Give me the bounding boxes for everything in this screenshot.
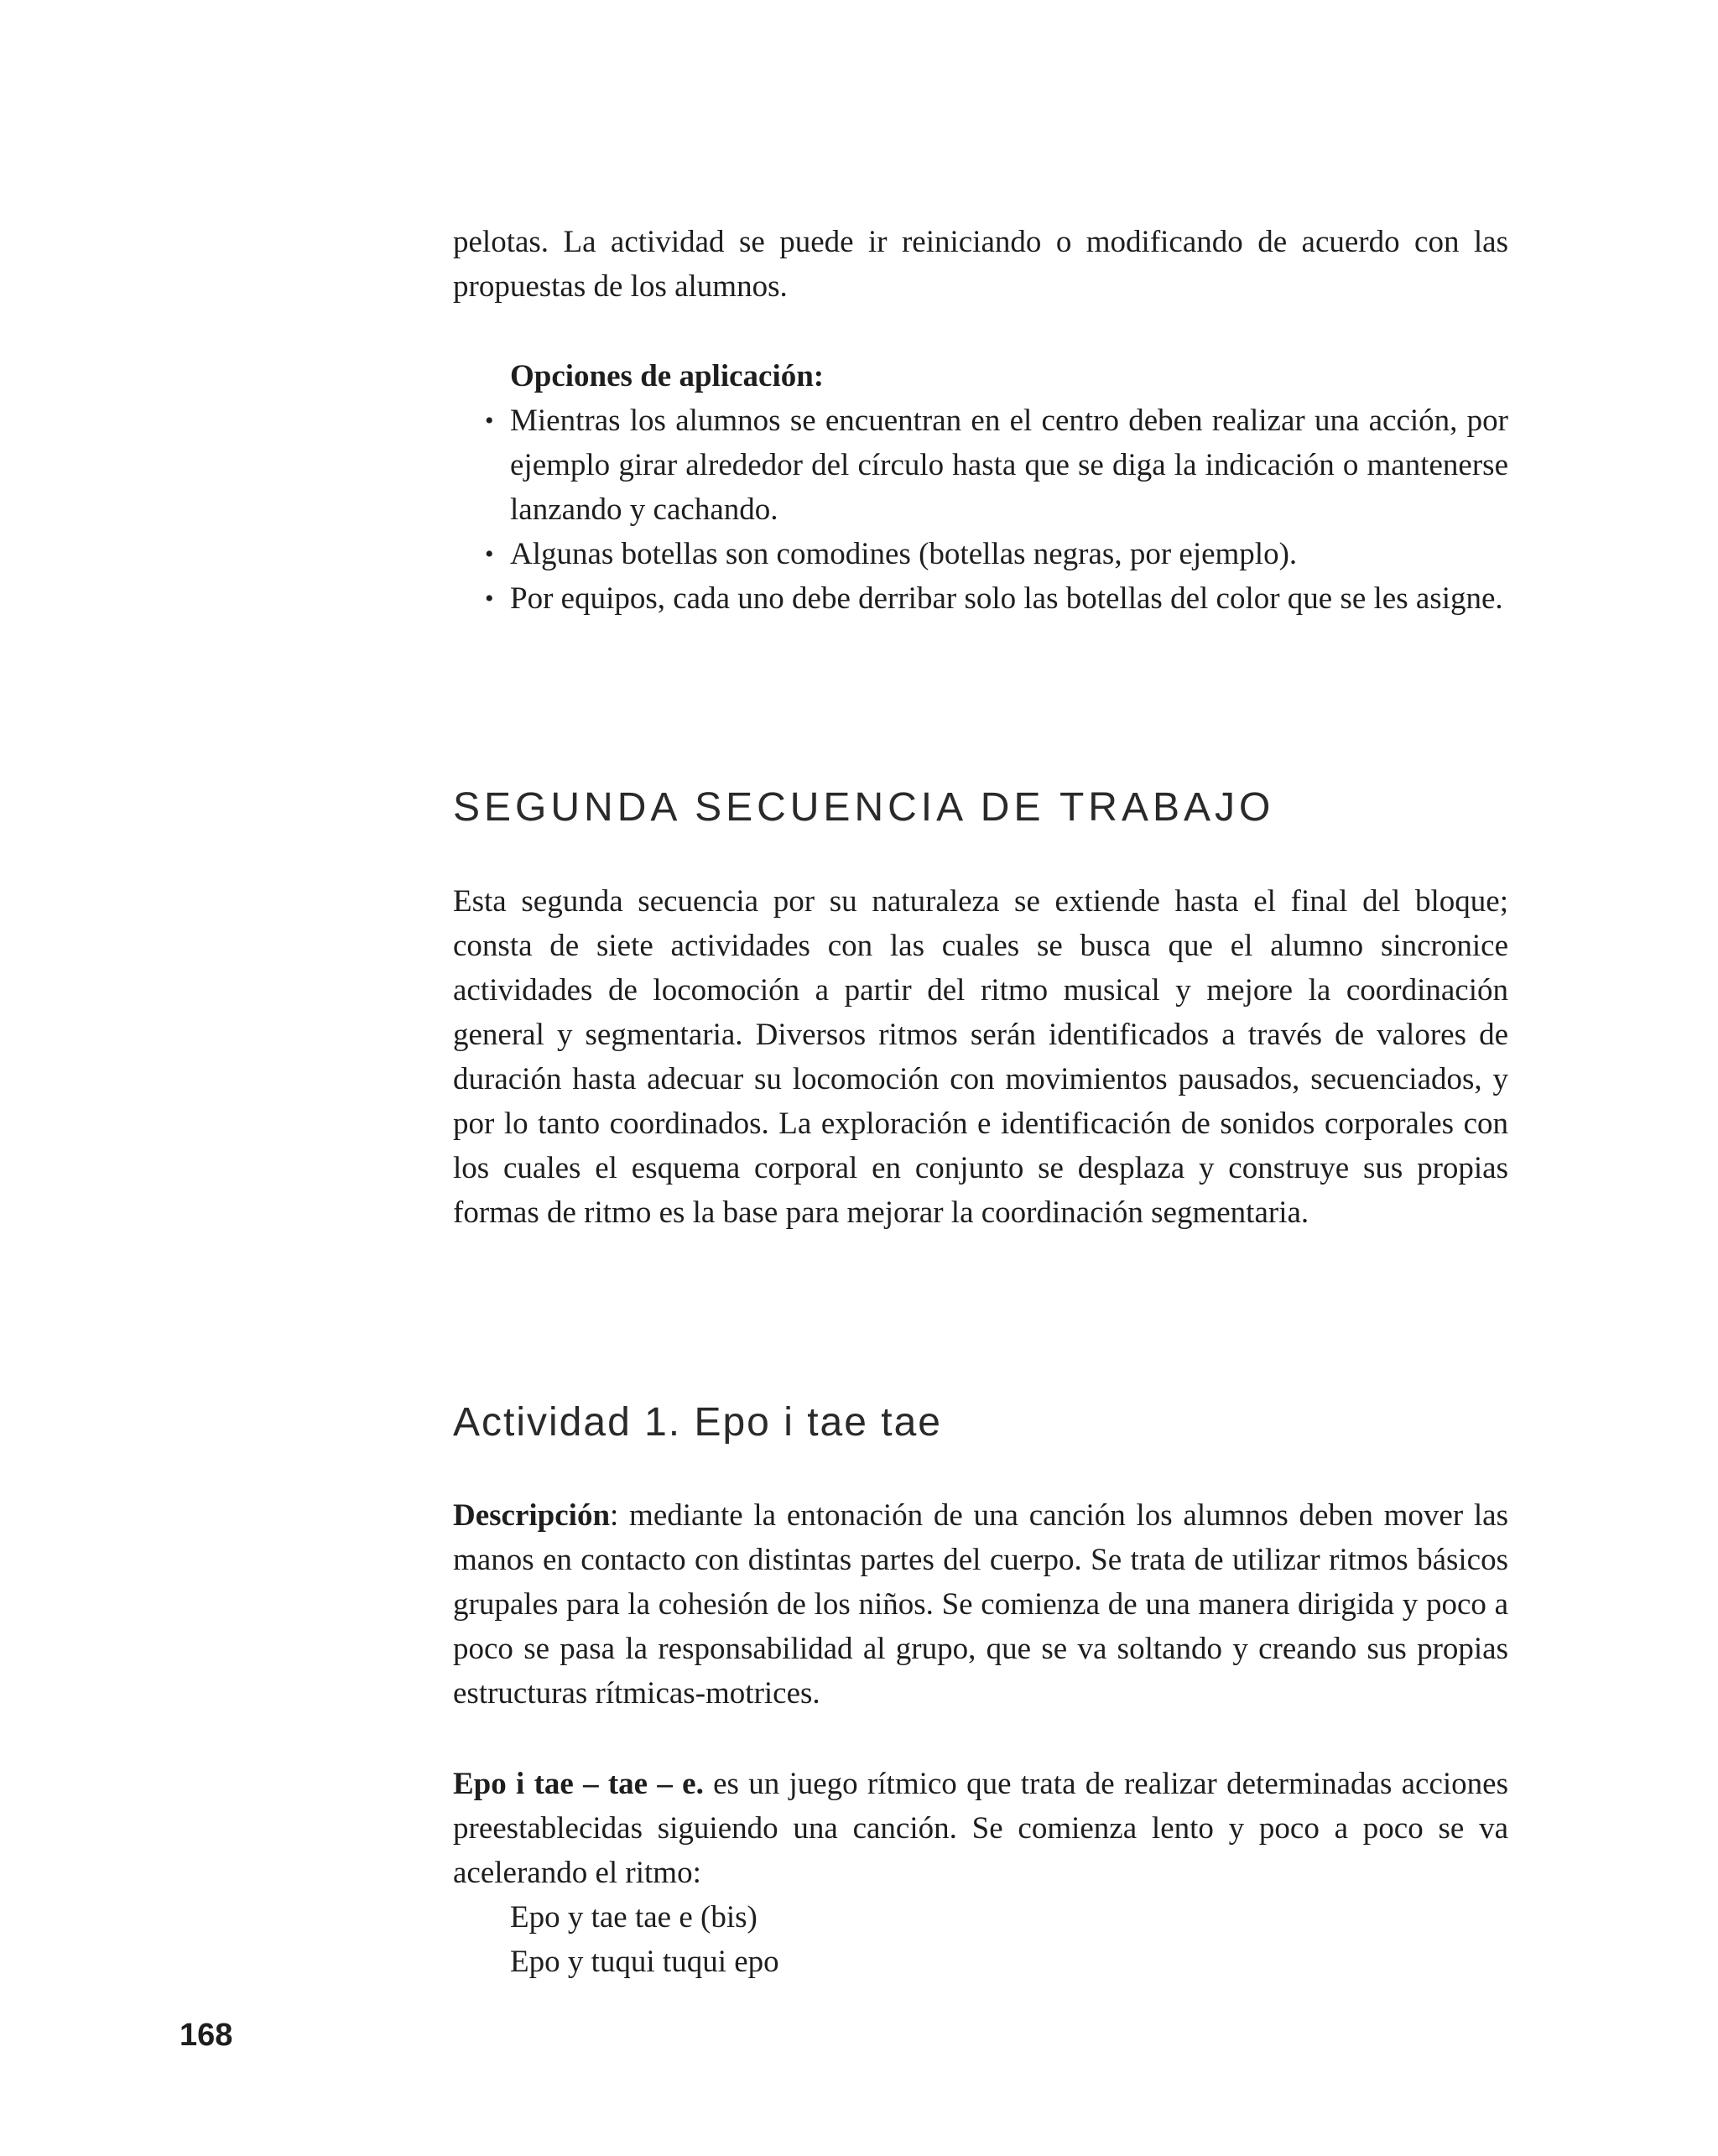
intro-text: pelotas. La actividad se puede ir reiniciando o modificando de acuerdo con las propuestas de los alumnos. <box>453 225 1508 304</box>
bullet-icon: • <box>485 407 494 435</box>
description-label: Descripción <box>453 1498 611 1533</box>
page-number: 168 <box>180 2018 233 2053</box>
epo-label: Epo i tae – tae – e. <box>453 1767 704 1801</box>
options-list <box>453 398 1508 621</box>
list-item-text: Algunas botellas son comodines (botellas negras, por ejemplo). <box>510 537 1298 571</box>
bullet-icon: • <box>485 540 494 568</box>
description-text: : mediante la entonación de una canción los alumnos deben mover las manos en contacto con distintas partes del cuerpo. Se trata de utilizar ritmos básicos grupales para la cohesión de los niños. Se comienza de una manera dirigida y poco a poco se pasa la responsabilidad al grupo, que se va soltando y creando sus propias estructuras rítmicas-motrices. <box>453 1498 1508 1711</box>
description-paragraph <box>453 1493 1508 1716</box>
list-item-text: Por equipos, cada uno debe derribar solo las botellas del color que se les asigne. <box>510 581 1503 616</box>
section-paragraph <box>453 879 1508 1235</box>
options-heading: Opciones de aplicación: <box>510 359 825 393</box>
section-body-text: Esta segunda secuencia por su naturaleza se extiende hasta el final del bloque; consta de siete actividades con las cuales se busca que el alumno sincronice actividades de locomoción a partir del ritmo musical y mejore la coordinación general y segmentaria. Diversos ritmos serán identificados a través de valores de duración hasta adecuar su locomoción con movimientos pausados, secuenciados, y por lo tanto coordinados. La exploración e identificación de sonidos corporales con los cuales el esquema corporal en conjunto se desplaza y construye sus propias formas de ritmo es la base para mejorar la coordinación segmentaria. <box>453 884 1508 1230</box>
song-line: Epo y tae tae e (bis) <box>510 1900 757 1935</box>
section-heading: SEGUNDA SECUENCIA DE TRABAJO <box>453 785 1275 830</box>
list-item <box>453 398 1508 532</box>
list-item <box>453 532 1508 576</box>
list-item <box>453 576 1508 621</box>
song-line: Epo y tuqui tuqui epo <box>510 1945 779 1979</box>
bullet-icon: • <box>485 585 494 612</box>
activity-heading: Actividad 1. Epo i tae tae <box>453 1400 942 1445</box>
epo-paragraph <box>453 1762 1508 1895</box>
application-options <box>453 354 1508 621</box>
intro-paragraph <box>453 220 1508 309</box>
epo-text: es un juego rítmico que trata de realizar determinadas acciones preestablecidas siguiendo una canción. Se comienza lento y poco a poco se va acelerando el ritmo: <box>453 1767 1508 1890</box>
list-item-text: Mientras los alumnos se encuentran en el centro deben realizar una acción, por ejemplo girar alrededor del círculo hasta que se diga la indicación o mantenerse lanzando y cachando. <box>510 404 1508 527</box>
song-lyrics <box>510 1895 779 1984</box>
